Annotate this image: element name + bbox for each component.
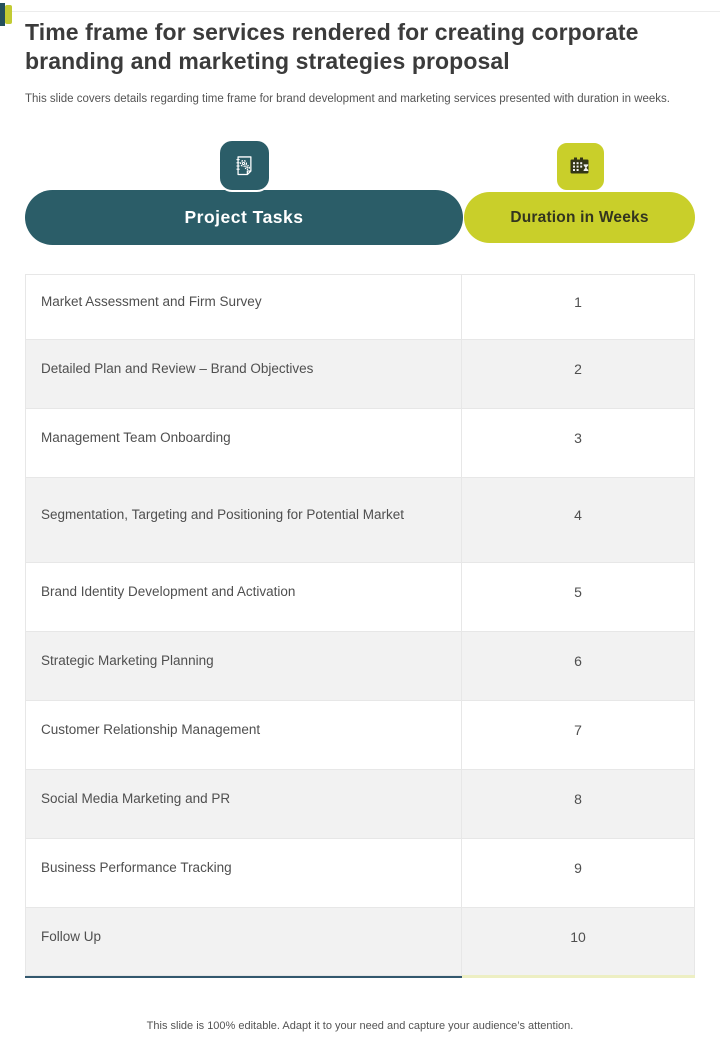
task-cell: Brand Identity Development and Activation bbox=[26, 563, 462, 631]
top-divider bbox=[12, 11, 720, 12]
weeks-cell: 9 bbox=[574, 860, 582, 876]
task-cell: Social Media Marketing and PR bbox=[26, 770, 462, 838]
table-row bbox=[26, 908, 694, 976]
task-cell: Detailed Plan and Review – Brand Objectives bbox=[26, 340, 462, 408]
weeks-cell: 10 bbox=[570, 928, 586, 945]
task-cell: Strategic Marketing Planning bbox=[26, 632, 462, 700]
notebook-gears-icon bbox=[218, 139, 271, 192]
weeks-cell: 3 bbox=[574, 430, 582, 446]
table-row bbox=[26, 409, 694, 478]
task-cell: Follow Up bbox=[26, 908, 462, 975]
table-row bbox=[26, 632, 694, 701]
task-cell: Segmentation, Targeting and Positioning for Potential Market bbox=[26, 478, 462, 562]
page-subtitle: This slide covers details regarding time frame for brand development and marketing services presented with duration in weeks. bbox=[25, 93, 670, 105]
task-cell: Customer Relationship Management bbox=[26, 701, 462, 769]
header-duration-weeks-label: Duration in Weeks bbox=[510, 208, 649, 226]
footer-note: This slide is 100% editable. Adapt it to your need and capture your audience’s attention. bbox=[146, 1020, 574, 1032]
calendar-icon bbox=[555, 141, 606, 192]
weeks-cell: 6 bbox=[574, 653, 582, 669]
page-title: Time frame for services rendered for creating corporate branding and marketing strategies proposal bbox=[25, 19, 639, 75]
table-bottom-accent-yellow bbox=[462, 975, 695, 978]
header-project-tasks-label: Project Tasks bbox=[184, 207, 304, 227]
weeks-cell: 2 bbox=[574, 361, 582, 377]
table-bottom-accent-teal bbox=[25, 976, 462, 978]
table-row bbox=[26, 839, 694, 908]
weeks-cell: 4 bbox=[574, 507, 582, 523]
table-row bbox=[26, 478, 694, 563]
weeks-cell: 8 bbox=[574, 791, 582, 807]
project-schedule-table bbox=[25, 274, 695, 976]
table-row bbox=[26, 701, 694, 770]
header-project-tasks bbox=[25, 190, 463, 245]
header-duration-weeks bbox=[464, 192, 695, 243]
weeks-cell: 5 bbox=[574, 584, 582, 600]
corner-accent-yellow bbox=[5, 5, 12, 24]
table-row bbox=[26, 340, 694, 409]
table-row bbox=[26, 563, 694, 632]
table-row bbox=[26, 275, 694, 340]
task-cell: Management Team Onboarding bbox=[26, 409, 462, 477]
task-cell: Business Performance Tracking bbox=[26, 839, 462, 907]
table-row bbox=[26, 770, 694, 839]
weeks-cell: 1 bbox=[574, 294, 582, 310]
weeks-cell: 7 bbox=[574, 722, 582, 738]
task-cell: Market Assessment and Firm Survey bbox=[26, 275, 462, 339]
